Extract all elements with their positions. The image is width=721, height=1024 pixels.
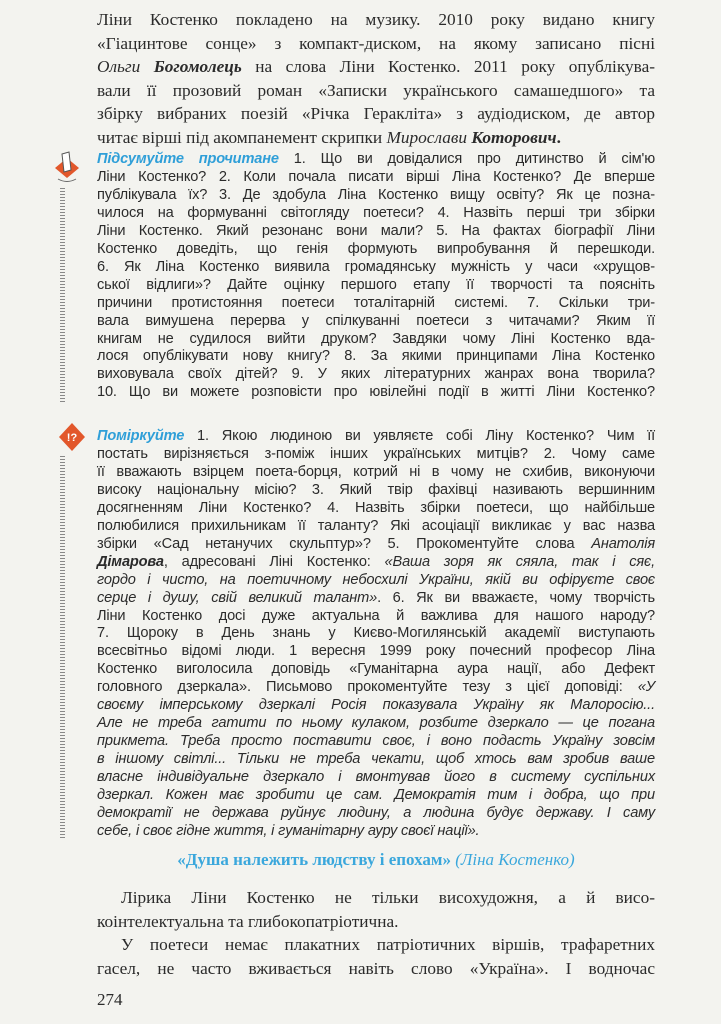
text-line (97, 366, 655, 384)
text-segment: коінтелектуальна та глибокопатріотична. (97, 911, 399, 931)
text-segment: збірки «Сад нетанучих скульптур»? 5. Прокоментуйте слова (97, 535, 592, 552)
text-segment: Ліни Костенко досі дуже актуальна й важлива для нашого народу? (97, 607, 655, 624)
text-line (97, 957, 655, 981)
text-segment: Дімарова (97, 553, 164, 570)
text-segment: Которович (471, 127, 557, 147)
text-segment: «Гіацинтове сонце» з компакт-диском, на якому записано пісні (97, 33, 655, 53)
section-marker-line (60, 456, 65, 840)
text-segment: . 6. Як ви вважаєте, чому творчість (377, 589, 655, 606)
text-segment: 1. Якою людиною ви уявляєте собі Ліну Костенко? Чим її (184, 428, 655, 444)
text-line (97, 428, 655, 446)
text-segment: Костенко виголосила доповідь «Гуманітарна аура нації, або Дефект (97, 661, 655, 678)
text-line (97, 733, 655, 751)
think-questions (97, 428, 655, 841)
text-line (97, 933, 655, 957)
text-segment: причини протистояння поетеси тоталітарній системі. 7. Скільки три- (97, 294, 655, 311)
text-segment: постать вирізняється з-поміж інших українських митців? 2. Чому саме (97, 445, 655, 462)
question-exclamation-icon (58, 422, 86, 457)
text-line (97, 697, 655, 715)
text-segment: демократії не держава руйнує людину, а людина будує державу. І саму (97, 805, 655, 822)
text-line (97, 8, 655, 32)
section-marker-line (60, 188, 65, 402)
text-segment: Ліни Костенко покладено на музику. 2010 року видано книгу (97, 10, 655, 29)
text-segment: вали її прозовий роман «Записки українського самашедшого» та (97, 80, 655, 100)
text-segment: Ліни Костенко. Який резонанс вони мали? 5. На фактах біографії Ліни (97, 222, 655, 239)
text-segment: себе, і своє гідне життя, і гуманітарну ауру своєї нації». (97, 822, 480, 839)
text-segment: прикмета. Треба просто поставити своє, і воно подасть Україну зовсім (97, 733, 655, 750)
text-line (97, 661, 655, 679)
text-line (97, 446, 655, 464)
text-segment: «Ваша зоря як сяяла, так і сяє, (384, 553, 655, 570)
text-line (97, 805, 655, 823)
text-line (97, 205, 655, 223)
text-segment: головного дзеркала». Письмово прокоментуйте тезу з цієї доповіді: (97, 679, 638, 696)
text-line (97, 625, 655, 643)
text-line (97, 32, 655, 56)
text-segment: Анатолія (591, 535, 655, 552)
text-segment: Ліни Костенко? 2. Коли почала писати вірші Ліна Костенко? Де вперше (97, 168, 655, 185)
text-line (97, 590, 655, 608)
text-line (97, 572, 655, 590)
text-segment: Лірика Ліни Костенко не тільки висохудожня, а й висо- (121, 888, 655, 907)
text-line (97, 313, 655, 331)
summarize-questions (97, 151, 655, 402)
heading-author: (Ліна Костенко) (450, 850, 575, 869)
text-segment: читає вірші під акомпанемент скрипки (97, 127, 387, 147)
text-segment: У поетеси немає плакатних патріотичних віршів, трафаретних (121, 935, 655, 955)
text-line (97, 482, 655, 500)
text-line (97, 554, 655, 572)
text-line (97, 500, 655, 518)
text-line (97, 679, 655, 697)
text-line (97, 348, 655, 366)
text-line (97, 769, 655, 787)
text-segment: книгам не судилося вийти друком? Завдяки чому Ліні Костенко вда- (97, 330, 655, 347)
text-segment: своєму імперському дзеркалі Росія показувала Україну як Малоросію... (97, 697, 655, 714)
text-segment: серце і душу, свій великий талант» (97, 589, 378, 606)
text-line (97, 187, 655, 205)
text-segment: Ольги (97, 57, 154, 77)
text-line (97, 79, 655, 103)
text-segment: власне індивідуальне дзеркало і вмонтував його в систему суспільних (97, 769, 655, 786)
text-segment: гасел, не часто вживається навіть слово «Україна». І водночас (97, 958, 655, 978)
text-segment: виховувала своїх дітей? 9. У яких літературних жанрах вона творила? (97, 366, 655, 383)
text-segment: Але не треба гатити по ньому кулаком, розбите дзеркало — це погана (97, 715, 655, 732)
text-segment: . (556, 127, 561, 147)
text-segment: 6. Як Ліна Костенко виявила громадянську мужність у часи «хрущов- (97, 258, 655, 275)
text-segment: вала вимушена перерва у спілкуванні поетеси з читачами? Яким її (97, 312, 655, 329)
text-segment: Костенко доведіть, що генія формують випробування й перешкоди. (97, 240, 655, 257)
text-line (97, 331, 655, 349)
text-segment: полюбилися прихильникам її таланту? Які асоціації викликає у вас назва (97, 517, 655, 534)
text-line (97, 751, 655, 769)
text-line (97, 384, 655, 402)
svg-text:!?: !? (66, 432, 78, 444)
text-segment: лося опублікувати нову книгу? 8. За якими принципами Ліна Костенко (97, 348, 655, 365)
text-line (97, 102, 655, 126)
text-segment: публікувала їх? 3. Де здобула Ліна Костенко вищу освіту? Як це позна- (97, 186, 655, 203)
text-segment: , адресовані Ліні Костенко: (163, 553, 385, 570)
text-segment: збірку вибраних поезій «Річка Геракліта» з аудіодиском, де автор (97, 104, 655, 124)
text-line (97, 277, 655, 295)
text-line (97, 464, 655, 482)
text-segment: Богомолець (153, 57, 242, 77)
text-line (97, 241, 655, 259)
text-line (97, 295, 655, 313)
text-segment: її вважають взірцем поета-борця, котрий ні в чому не схибив, виконуючи (97, 463, 655, 480)
text-segment: всесвітньо відомі люди. 1 вересня 1999 року почесний професор Ліна (97, 643, 655, 660)
heading-quote: «Душа належить людству і епохам» (177, 850, 451, 869)
text-segment: «У (637, 679, 655, 696)
section-label: Поміркуйте (97, 428, 185, 444)
text-line (97, 169, 655, 187)
text-line (97, 823, 655, 841)
text-line (97, 151, 655, 169)
text-segment: досягненням Ліни Костенко? 4. Назвіть збірки поетеси, що найбільше (97, 499, 655, 516)
section-heading (97, 850, 655, 870)
text-line (97, 910, 655, 934)
text-segment: дзеркал. Кожен має зробити це сам. Демократія тим і добра, що при (97, 787, 655, 804)
text-line (97, 715, 655, 733)
text-segment: гордо і чисто, на поетичному небосхилі України, якій ви офіруєте своє (97, 571, 655, 588)
text-segment: Мирослави (386, 127, 472, 147)
text-line (97, 536, 655, 554)
text-line (97, 787, 655, 805)
intro-paragraph (97, 8, 655, 150)
text-line (97, 126, 655, 150)
text-segment: 1. Що ви довідалися про дитинство й сім'ю (278, 151, 655, 167)
text-segment: ської відлиги»? Дайте оцінку першого етапу її творчості та поясніть (97, 276, 655, 293)
text-segment: на слова Ліни Костенко. 2011 року опублікува- (241, 57, 655, 77)
text-line (97, 518, 655, 536)
text-line (97, 886, 655, 910)
text-line (97, 643, 655, 661)
text-line (97, 55, 655, 79)
body-paragraph (97, 886, 655, 980)
section-label: Підсумуйте прочитане (97, 151, 279, 167)
book-icon (52, 150, 82, 189)
text-line (97, 608, 655, 626)
text-segment: 10. Що ви можете розповісти про ювілейні події в житті Ліни Костенко? (97, 384, 655, 401)
page-number: 274 (97, 990, 123, 1009)
text-segment: чилося на формуванні світогляду поетеси? 4. Назвіть перші три збірки (97, 204, 655, 221)
text-segment: 7. Щороку в День знань у Києво-Могилянській академії виступають (97, 625, 655, 642)
text-segment: в іншому світлі... Тільки не треба чекати, щоб хтось вам зробив ваше (97, 751, 655, 768)
text-segment: високу національну місію? 3. Який твір фахівці називають вершинним (97, 481, 655, 498)
text-line (97, 223, 655, 241)
text-line (97, 259, 655, 277)
